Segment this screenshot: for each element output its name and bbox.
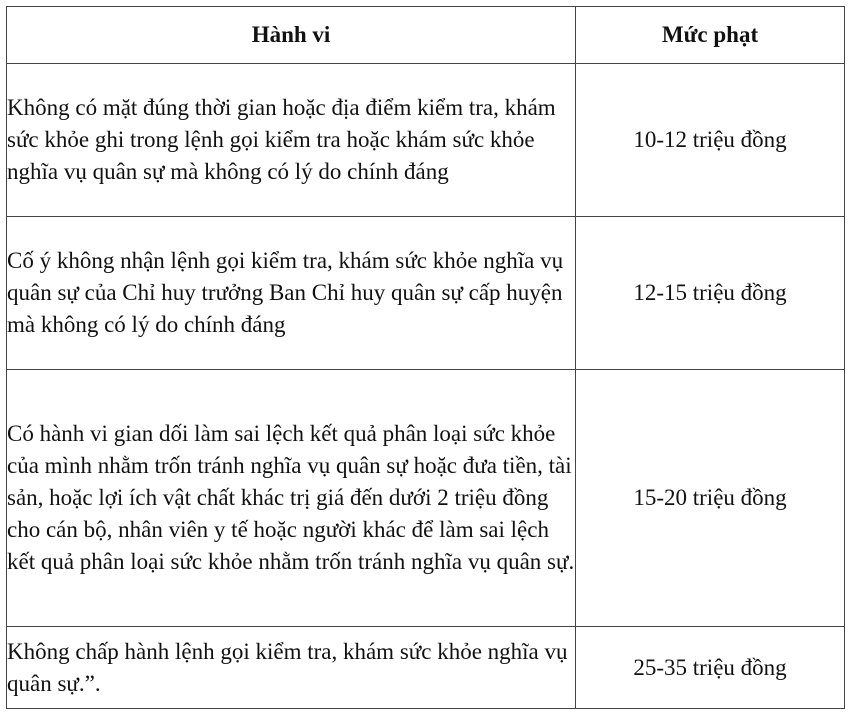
fine-cell: 25-35 triệu đồng: [576, 627, 845, 709]
fine-cell: 10-12 triệu đồng: [576, 64, 845, 217]
behavior-cell: Cố ý không nhận lệnh gọi kiểm tra, khám sức khỏe nghĩa vụ quân sự của Chỉ huy trưởng Ban Chỉ huy quân sự cấp huyện mà không có lý do chính đáng: [7, 217, 576, 370]
behavior-cell: Không có mặt đúng thời gian hoặc địa điểm kiểm tra, khám sức khỏe ghi trong lệnh gọi kiểm tra hoặc khám sức khỏe nghĩa vụ quân sự mà không có lý do chính đáng: [7, 64, 576, 217]
behavior-cell: Có hành vi gian dối làm sai lệch kết quả phân loại sức khỏe của mình nhằm trốn tránh nghĩa vụ quân sự hoặc đưa tiền, tài sản, hoặc lợi ích vật chất khác trị giá đến dưới 2 triệu đồng cho cán bộ, nhân viên y tế hoặc người khác để làm sai lệch kết quả phân loại sức khỏe nhằm trốn tránh nghĩa vụ quân sự.: [7, 370, 576, 627]
table-row: [7, 217, 845, 370]
header-fine: Mức phạt: [576, 7, 845, 64]
table-row: [7, 64, 845, 217]
header-behavior: Hành vi: [7, 7, 576, 64]
fine-cell: 15-20 triệu đồng: [576, 370, 845, 627]
table-row: [7, 370, 845, 627]
fine-cell: 12-15 triệu đồng: [576, 217, 845, 370]
table-header-row: [7, 7, 845, 64]
behavior-cell: Không chấp hành lệnh gọi kiểm tra, khám sức khỏe nghĩa vụ quân sự.”.: [7, 627, 576, 709]
table-row: [7, 627, 845, 709]
penalty-table: [6, 6, 845, 709]
